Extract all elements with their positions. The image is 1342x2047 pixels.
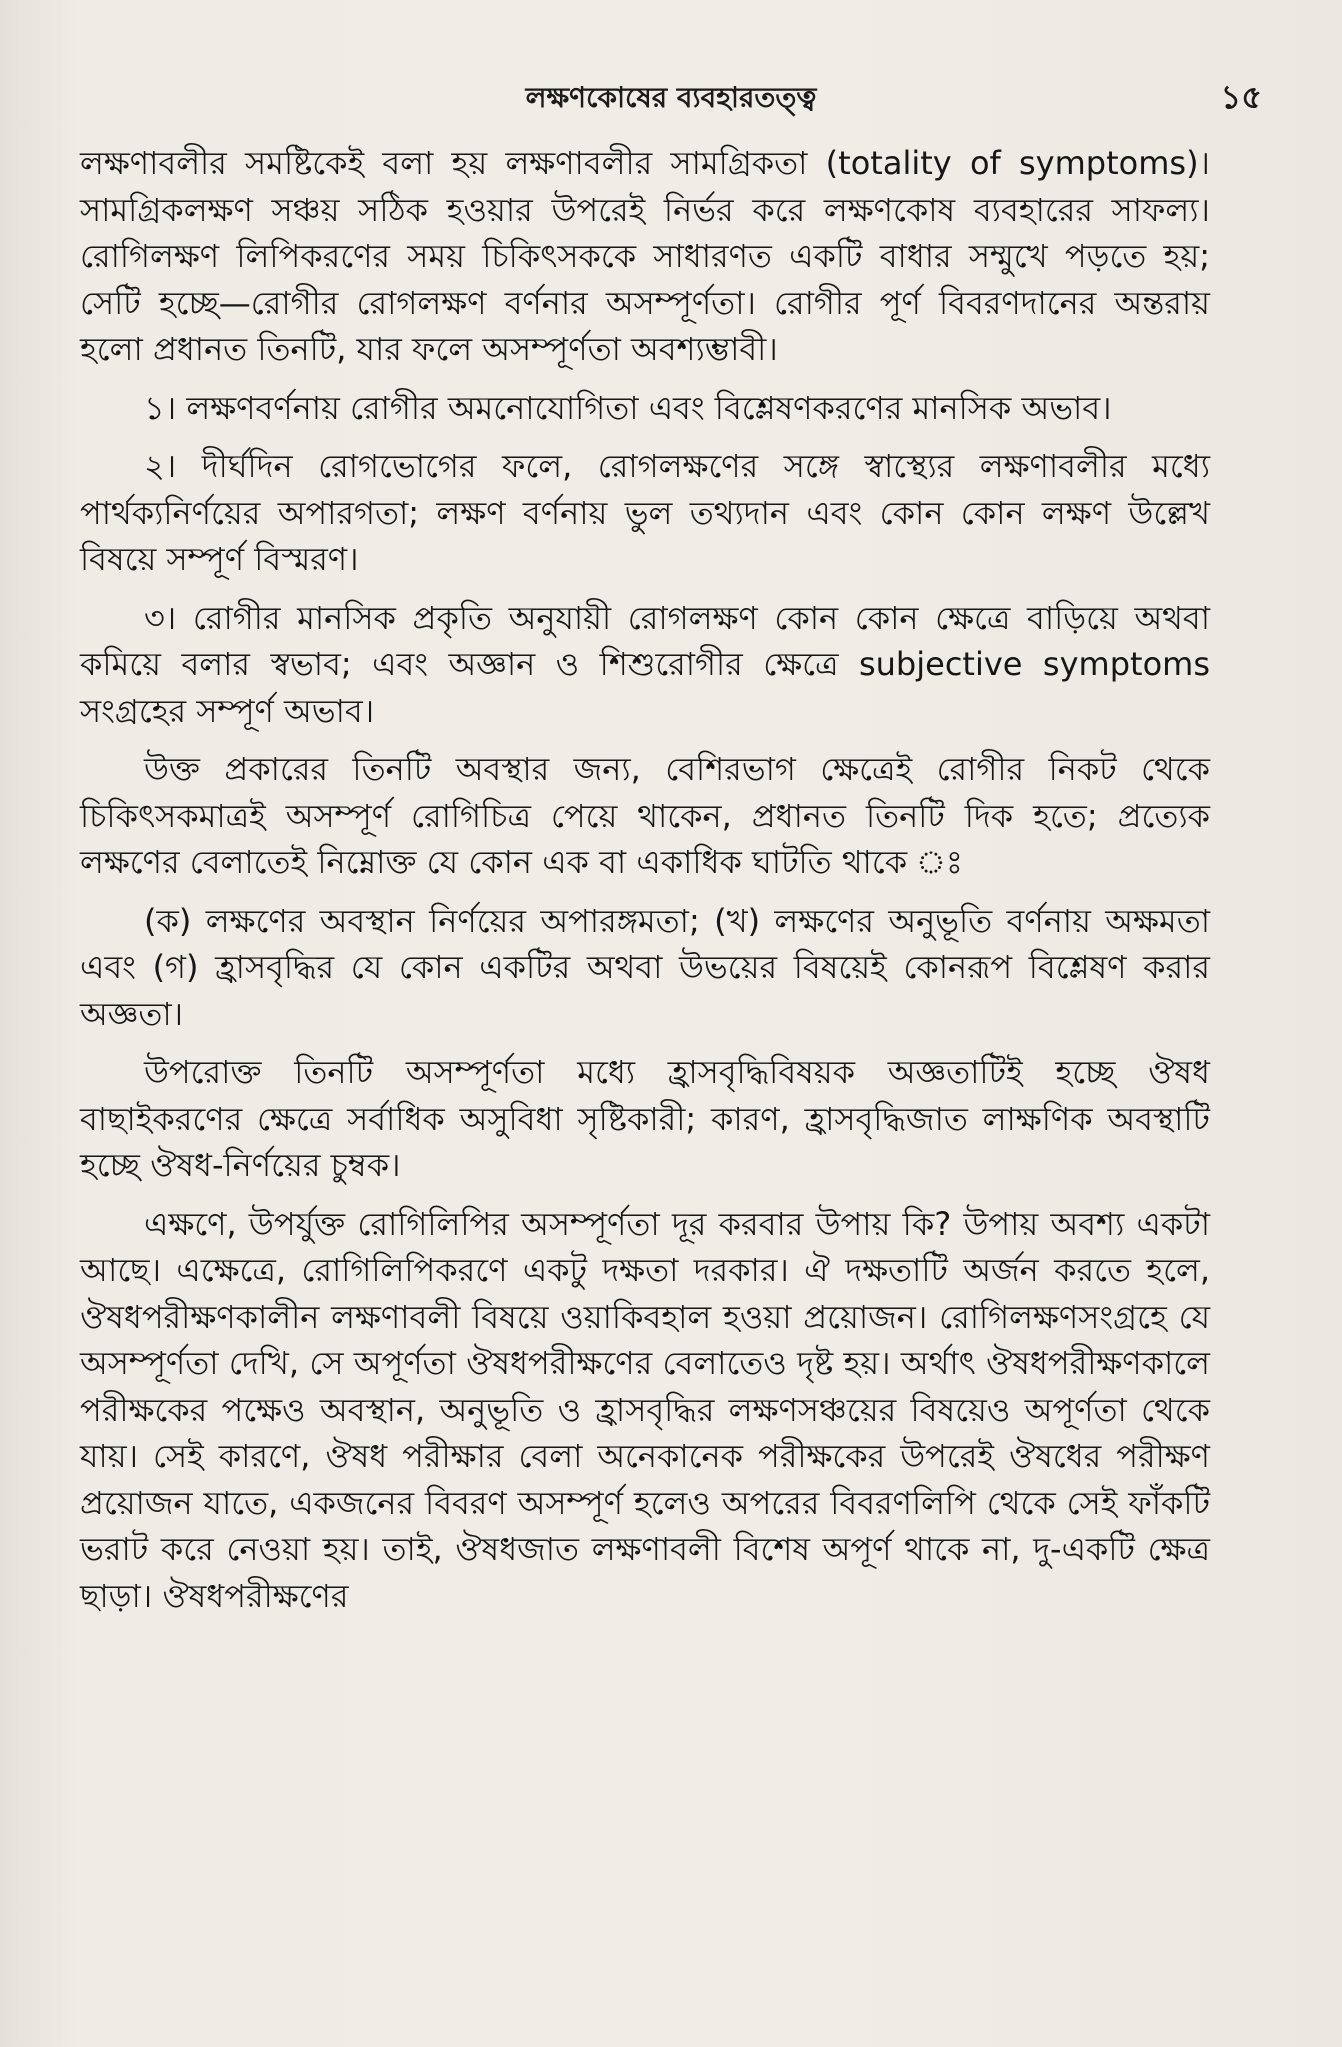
paragraph-intro: লক্ষণাবলীর সমষ্টিকেই বলা হয় লক্ষণাবলীর সামগ্রিকতা (totality of symptoms)। সামগ্রিকলক্ষণ সঞ্চয় সঠিক হওয়ার উপরেই নির্ভর করে লক্ষণকোষ ব্যবহারের সাফল্য। রোগিলক্ষণ লিপিকরণের সময় চিকিৎসককে সাধারণত একটি বাধার সম্মুখে পড়তে হয়; সেটি হচ্ছে—রোগীর রোগলক্ষণ বর্ণনার অসম্পূর্ণতা। রোগীর পূর্ণ বিবরণদানের অন্তরায় হলো প্রধানত তিনটি, যার ফলে অসম্পূর্ণতা অবশ্যম্ভাবী। xyxy=(80,144,1210,368)
page-header xyxy=(80,68,1262,124)
page-number: ১৫ xyxy=(1220,78,1262,116)
list-item-3: ৩। রোগীর মানসিক প্রকৃতি অনুযায়ী রোগলক্ষণ কোন কোন ক্ষেত্রে বাড়িয়ে অথবা কমিয়ে বলার স্বভাব; এবং অজ্ঞান ও শিশুরোগীর ক্ষেত্রে subjective symptoms সংগ্রহের সম্পূর্ণ অভাব। xyxy=(80,598,1210,730)
list-item-1: ১। লক্ষণবর্ণনায় রোগীর অমনোযোগিতা এবং বিশ্লেষণকরণের মানসিক অভাব। xyxy=(144,388,1112,427)
paragraph-deficiencies: উক্ত প্রকারের তিনটি অবস্থার জন্য, বেশিরভাগ ক্ষেত্রেই রোগীর নিকট থেকে চিকিৎসকমাত্রই অসম্পূর্ণ রোগিচিত্র পেয়ে থাকেন, প্রধানত তিনটি দিক হতে; প্রত্যেক লক্ষণের বেলাতেই নিম্নোক্ত যে কোন এক বা একাধিক ঘাটতি থাকে ঃ xyxy=(80,750,1210,881)
paragraph-remedy: এক্ষণে, উপর্যুক্ত রোগিলিপির অসম্পূর্ণতা দূর করবার উপায় কি? উপায় অবশ্য একটা আছে। এক্ষেত্রে, রোগিলিপিকরণে একটু দক্ষতা দরকার। ঐ দক্ষতাটি অর্জন করতে হলে, ঔষধপরীক্ষণকালীন লক্ষণাবলী বিষয়ে ওয়াকিবহাল হওয়া প্রয়োজন। রোগিলক্ষণসংগ্রহে যে অসম্পূর্ণতা দেখি, সে অপূর্ণতা ঔষধপরীক্ষণের বেলাতেও দৃষ্ট হয়। অর্থাৎ ঔষধপরীক্ষণকালে পরীক্ষকের পক্ষেও অবস্থান, অনুভূতি ও হ্রাসবৃদ্ধির লক্ষণসঞ্চয়ের বিষয়েও অপূর্ণতা থেকে যায়। সেই কারণে, ঔষধ পরীক্ষার বেলা অনেকানেক পরীক্ষকের উপরেই ঔষধের পরীক্ষণ প্রয়োজন যাতে, একজনের বিবরণ অসম্পূর্ণ হলেও অপরের বিবরণলিপি থেকে সেই ফাঁকটি ভরাট করে নেওয়া হয়। তাই, ঔষধজাত লক্ষণাবলী বিশেষ অপূর্ণ থাকে না, দু-একটি ক্ষেত্র ছাড়া। ঔষধপরীক্ষণের xyxy=(80,1204,1210,1615)
paragraph-modalities: উপরোক্ত তিনটি অসম্পূর্ণতা মধ্যে হ্রাসবৃদ্ধিবিষয়ক অজ্ঞতাটিই হচ্ছে ঔষধ বাছাইকরণের ক্ষেত্রে সর্বাধিক অসুবিধা সৃষ্টিকারী; কারণ, হ্রাসবৃদ্ধিজাত লাক্ষণিক অবস্থাটি হচ্ছে ঔষধ-নির্ণয়ের চুম্বক। xyxy=(80,1053,1210,1184)
body-text xyxy=(80,140,1210,1631)
list-item-2: ২। দীর্ঘদিন রোগভোগের ফলে, রোগলক্ষণের সঙ্গে স্বাস্থ্যের লক্ষণাবলীর মধ্যে পার্থক্যনির্ণয়ের অপারগতা; লক্ষণ বর্ণনায় ভুল তথ্যদান এবং কোন কোন লক্ষণ উল্লেখ বিষয়ে সম্পূর্ণ বিস্মরণ। xyxy=(80,447,1210,578)
paragraph-three-points: (ক) লক্ষণের অবস্থান নির্ণয়ের অপারঙ্গমতা; (খ) লক্ষণের অনুভূতি বর্ণনায় অক্ষমতা এবং (গ) হ্রাসবৃদ্ধির যে কোন একটির অথবা উভয়ের বিষয়েই কোনরূপ বিশ্লেষণ করার অজ্ঞতা। xyxy=(80,901,1210,1033)
running-title: লক্ষণকোষের ব্যবহারতত্ত্ব xyxy=(525,81,817,114)
